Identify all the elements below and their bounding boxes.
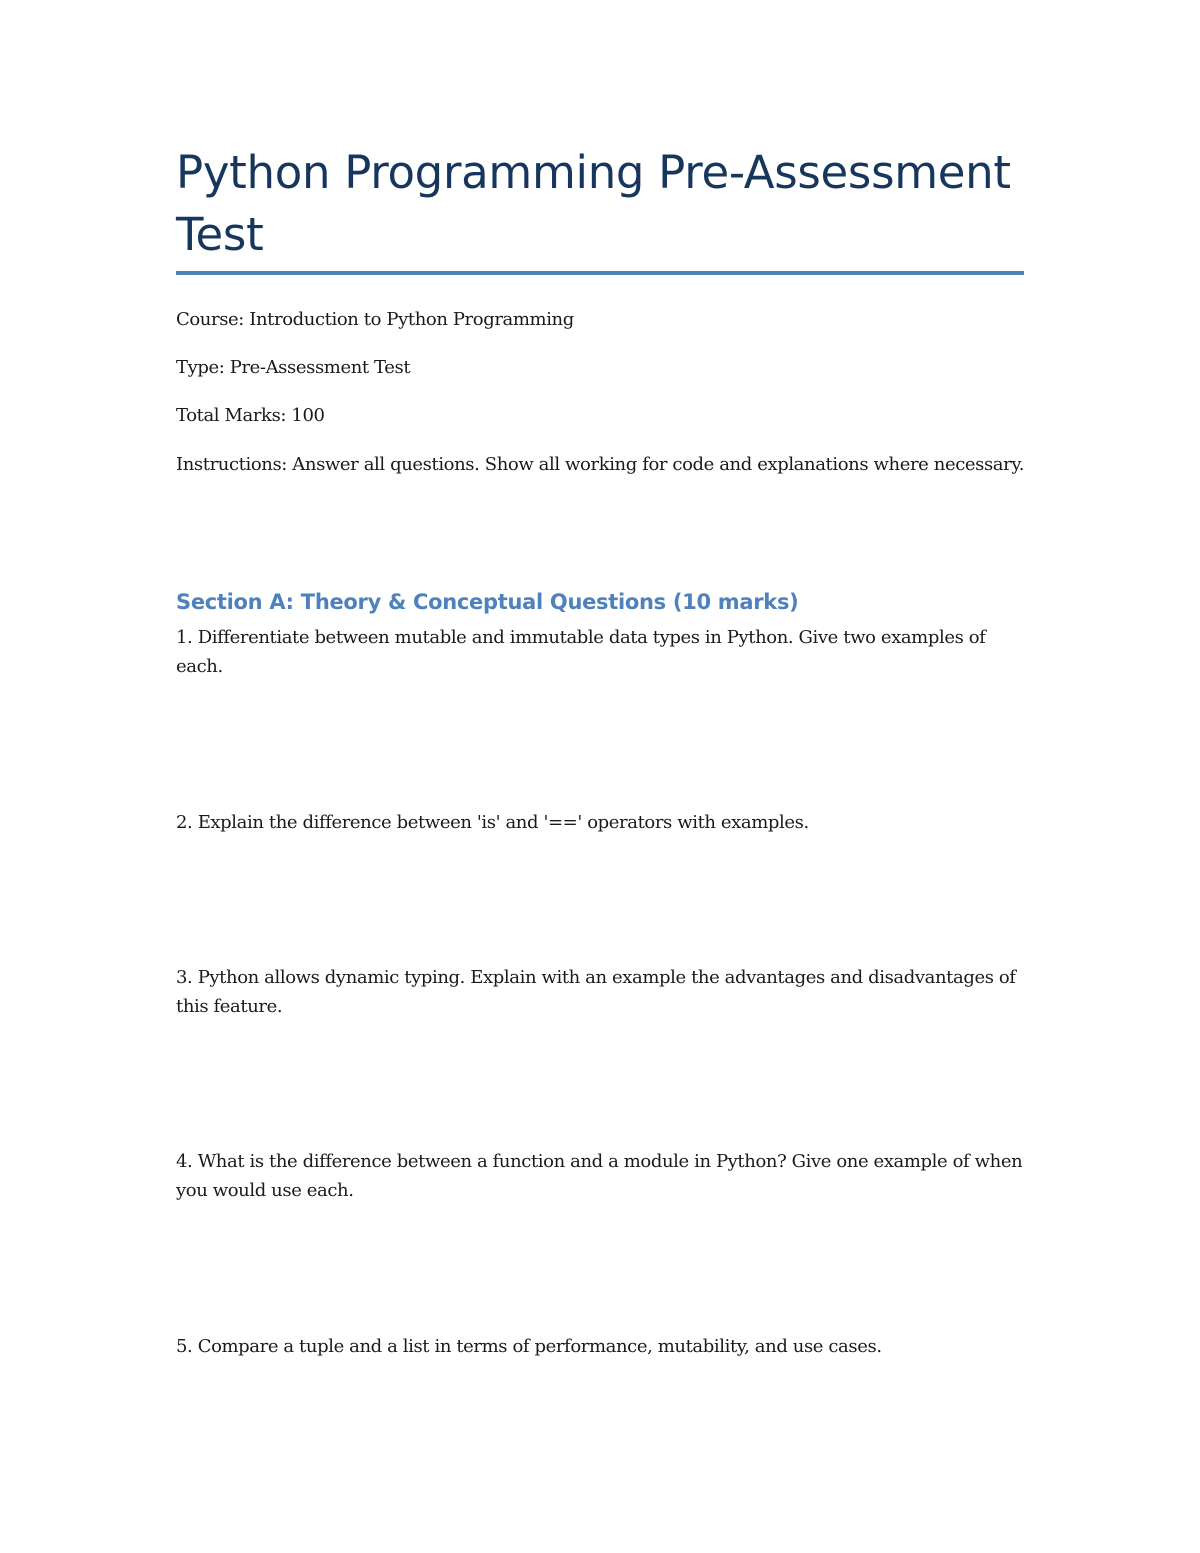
question-3: 3. Python allows dynamic typing. Explain with an example the advantages and disadvantages of this feature.	[176, 967, 1016, 1017]
type-line: Type: Pre-Assessment Test	[176, 357, 411, 378]
title-underline-rule	[176, 271, 1024, 275]
total-marks-line: Total Marks: 100	[176, 405, 325, 426]
question-2: 2. Explain the difference between 'is' and '==' operators with examples.	[176, 812, 809, 833]
section-a-heading: Section A: Theory & Conceptual Questions (10 marks)	[176, 590, 799, 614]
instructions-line: Instructions: Answer all questions. Show all working for code and explanations where necessary.	[176, 454, 1025, 475]
document-title: Python Programming Pre-Assessment Test	[176, 146, 1011, 261]
question-4: 4. What is the difference between a function and a module in Python? Give one example of when you would use each.	[176, 1151, 1023, 1201]
course-line: Course: Introduction to Python Programming	[176, 309, 574, 330]
question-1: 1. Differentiate between mutable and immutable data types in Python. Give two examples of each.	[176, 627, 986, 677]
question-5: 5. Compare a tuple and a list in terms of performance, mutability, and use cases.	[176, 1336, 882, 1357]
